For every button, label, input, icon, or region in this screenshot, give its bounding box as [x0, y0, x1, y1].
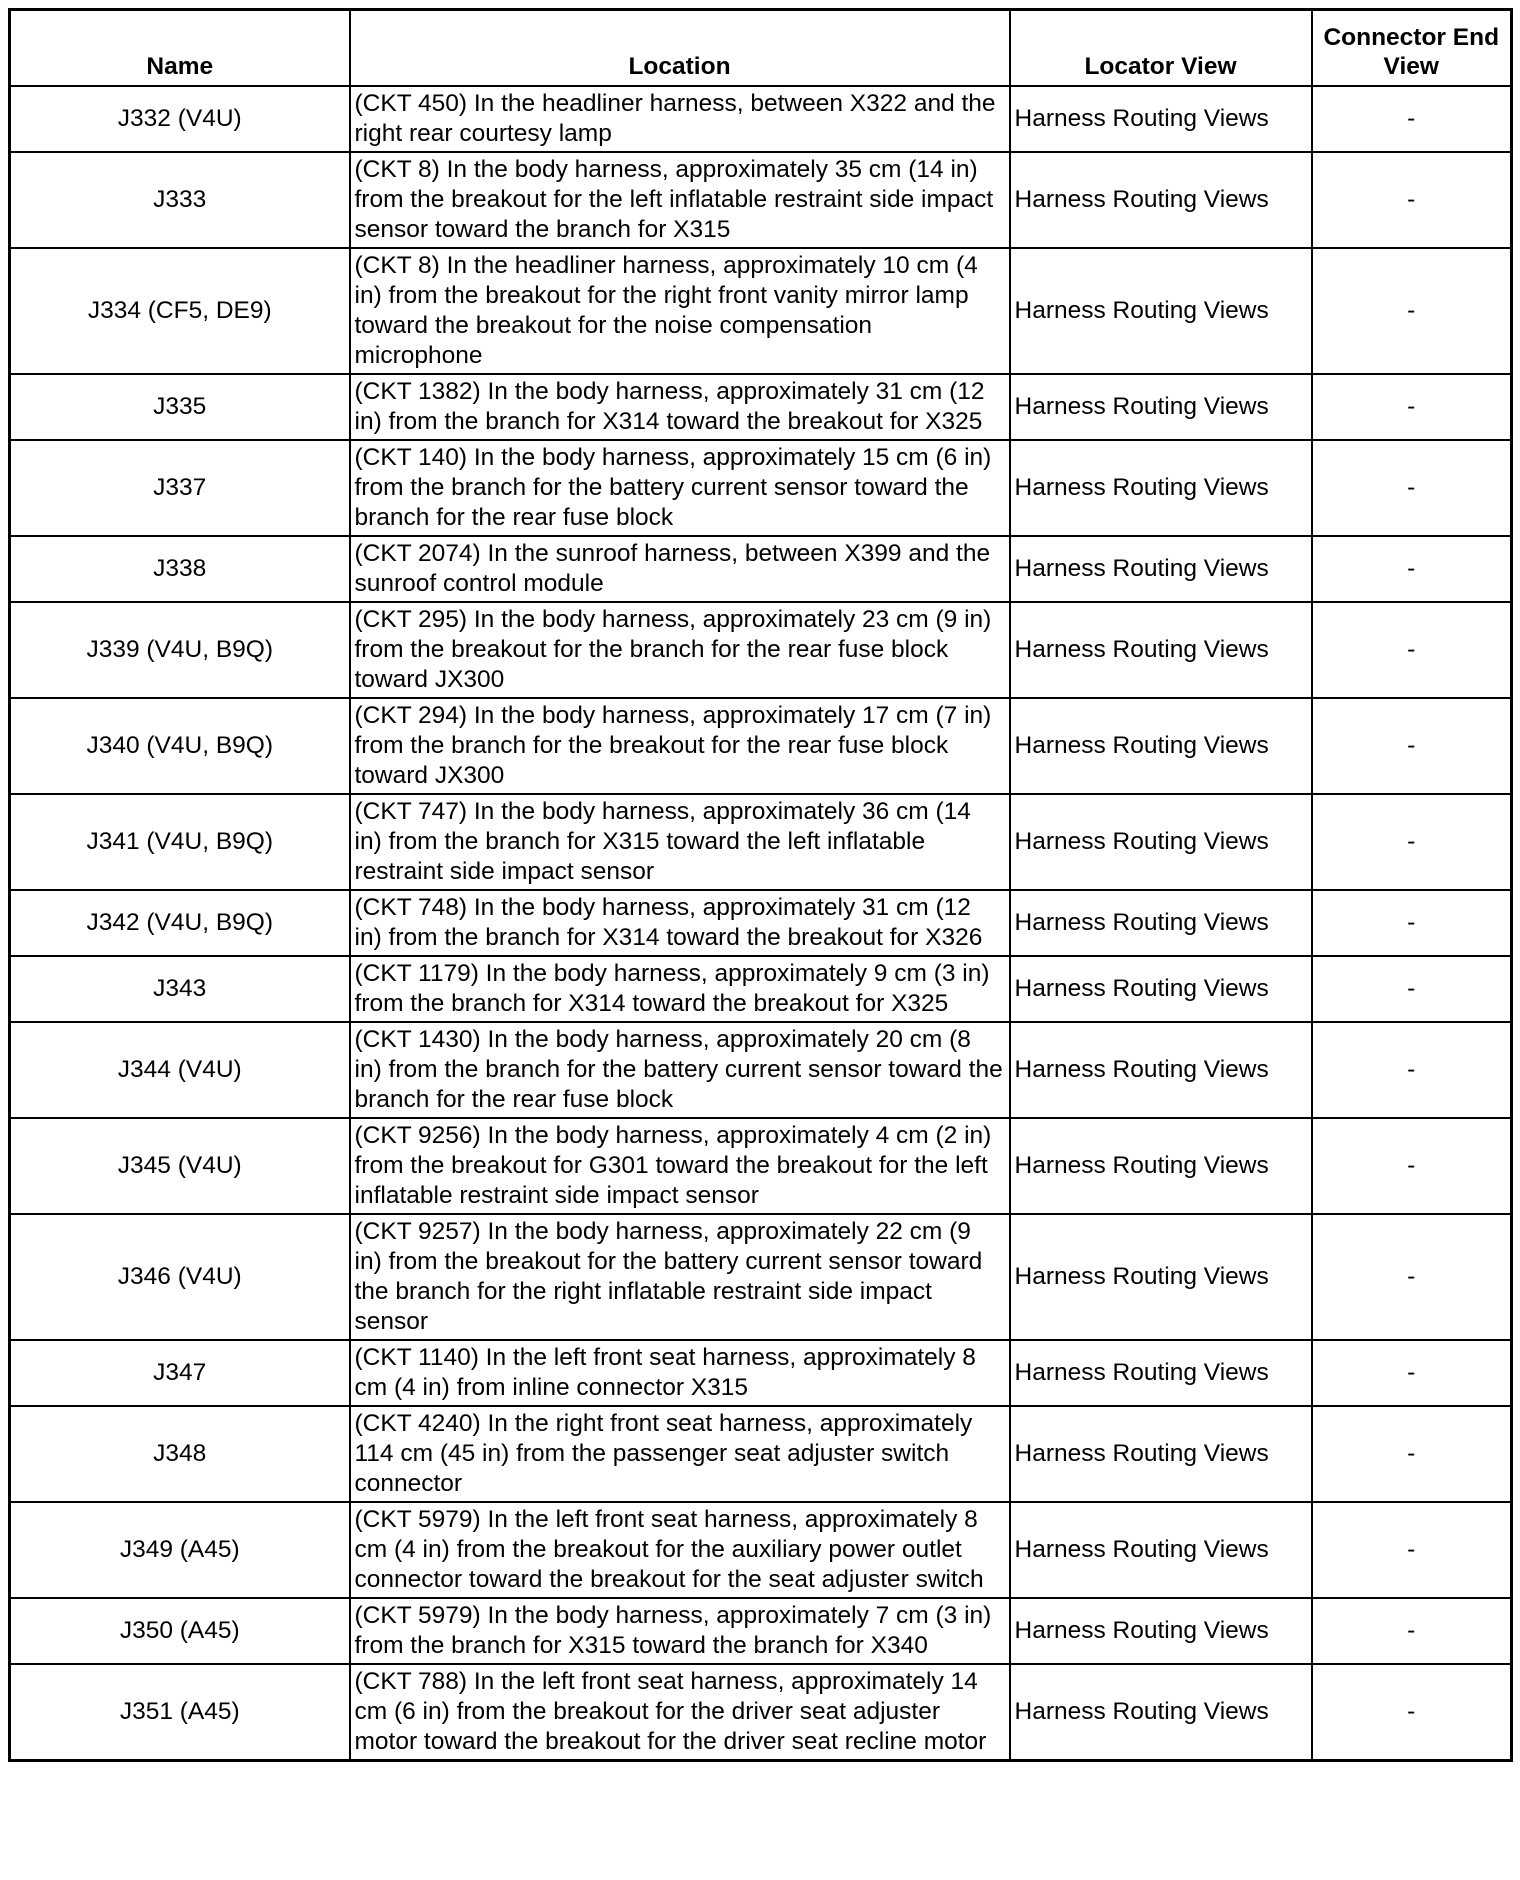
cell-location: (CKT 9256) In the body harness, approximately 4 cm (2 in) from the breakout for G301 toward the breakout for the left inflatable restraint side impact sensor: [350, 1118, 1010, 1214]
cell-connector-end-view: -: [1312, 602, 1512, 698]
cell-location: (CKT 450) In the headliner harness, between X322 and the right rear courtesy lamp: [350, 86, 1010, 152]
cell-location: (CKT 788) In the left front seat harness, approximately 14 cm (6 in) from the breakout for the driver seat adjuster motor toward the breakout for the driver seat recline motor: [350, 1664, 1010, 1761]
table-row: [10, 1214, 1512, 1340]
cell-name: J351 (A45): [10, 1664, 350, 1761]
cell-connector-end-view: -: [1312, 248, 1512, 374]
cell-name: J350 (A45): [10, 1598, 350, 1664]
cell-name: J341 (V4U, B9Q): [10, 794, 350, 890]
column-header-locator-view: Locator View: [1010, 10, 1312, 87]
cell-locator-view: Harness Routing Views: [1010, 1406, 1312, 1502]
column-header-location: Location: [350, 10, 1010, 87]
cell-locator-view: Harness Routing Views: [1010, 890, 1312, 956]
cell-name: J345 (V4U): [10, 1118, 350, 1214]
cell-location: (CKT 748) In the body harness, approximately 31 cm (12 in) from the branch for X314 toward the breakout for X326: [350, 890, 1010, 956]
cell-connector-end-view: -: [1312, 440, 1512, 536]
table-row: [10, 890, 1512, 956]
table-row: [10, 1406, 1512, 1502]
cell-locator-view: Harness Routing Views: [1010, 1502, 1312, 1598]
cell-locator-view: Harness Routing Views: [1010, 1598, 1312, 1664]
cell-location: (CKT 1430) In the body harness, approximately 20 cm (8 in) from the branch for the battery current sensor toward the branch for the rear fuse block: [350, 1022, 1010, 1118]
cell-connector-end-view: -: [1312, 1022, 1512, 1118]
column-header-name: Name: [10, 10, 350, 87]
cell-name: J335: [10, 374, 350, 440]
table-row: [10, 1502, 1512, 1598]
cell-name: J349 (A45): [10, 1502, 350, 1598]
cell-connector-end-view: -: [1312, 152, 1512, 248]
cell-locator-view: Harness Routing Views: [1010, 1664, 1312, 1761]
splice-location-table: [8, 8, 1513, 1762]
cell-locator-view: Harness Routing Views: [1010, 794, 1312, 890]
cell-connector-end-view: -: [1312, 1214, 1512, 1340]
document-page: [8, 8, 1510, 1762]
cell-connector-end-view: -: [1312, 536, 1512, 602]
cell-connector-end-view: -: [1312, 374, 1512, 440]
cell-location: (CKT 140) In the body harness, approximately 15 cm (6 in) from the branch for the battery current sensor toward the branch for the rear fuse block: [350, 440, 1010, 536]
cell-locator-view: Harness Routing Views: [1010, 86, 1312, 152]
cell-connector-end-view: -: [1312, 1502, 1512, 1598]
cell-locator-view: Harness Routing Views: [1010, 248, 1312, 374]
cell-connector-end-view: -: [1312, 1664, 1512, 1761]
table-row: [10, 1664, 1512, 1761]
cell-location: (CKT 1179) In the body harness, approximately 9 cm (3 in) from the branch for X314 toward the breakout for X325: [350, 956, 1010, 1022]
cell-locator-view: Harness Routing Views: [1010, 1214, 1312, 1340]
cell-connector-end-view: -: [1312, 1118, 1512, 1214]
cell-location: (CKT 2074) In the sunroof harness, between X399 and the sunroof control module: [350, 536, 1010, 602]
cell-location: (CKT 1382) In the body harness, approximately 31 cm (12 in) from the branch for X314 toward the breakout for X325: [350, 374, 1010, 440]
cell-connector-end-view: -: [1312, 890, 1512, 956]
cell-name: J334 (CF5, DE9): [10, 248, 350, 374]
table-row: [10, 536, 1512, 602]
cell-name: J333: [10, 152, 350, 248]
table-row: [10, 374, 1512, 440]
table-row: [10, 248, 1512, 374]
header-row: [10, 10, 1512, 87]
table-row: [10, 1340, 1512, 1406]
cell-name: J342 (V4U, B9Q): [10, 890, 350, 956]
cell-connector-end-view: -: [1312, 86, 1512, 152]
cell-name: J339 (V4U, B9Q): [10, 602, 350, 698]
cell-location: (CKT 4240) In the right front seat harness, approximately 114 cm (45 in) from the passenger seat adjuster switch connector: [350, 1406, 1010, 1502]
cell-locator-view: Harness Routing Views: [1010, 1340, 1312, 1406]
cell-location: (CKT 747) In the body harness, approximately 36 cm (14 in) from the branch for X315 toward the left inflatable restraint side impact sensor: [350, 794, 1010, 890]
cell-location: (CKT 5979) In the left front seat harness, approximately 8 cm (4 in) from the breakout for the auxiliary power outlet connector toward the breakout for the seat adjuster switch: [350, 1502, 1010, 1598]
cell-location: (CKT 5979) In the body harness, approximately 7 cm (3 in) from the branch for X315 toward the branch for X340: [350, 1598, 1010, 1664]
table-row: [10, 86, 1512, 152]
table-row: [10, 1022, 1512, 1118]
table-row: [10, 440, 1512, 536]
cell-name: J344 (V4U): [10, 1022, 350, 1118]
cell-location: (CKT 8) In the body harness, approximately 35 cm (14 in) from the breakout for the left inflatable restraint side impact sensor toward the branch for X315: [350, 152, 1010, 248]
table-row: [10, 794, 1512, 890]
cell-locator-view: Harness Routing Views: [1010, 536, 1312, 602]
cell-name: J332 (V4U): [10, 86, 350, 152]
cell-locator-view: Harness Routing Views: [1010, 440, 1312, 536]
cell-connector-end-view: -: [1312, 698, 1512, 794]
cell-connector-end-view: -: [1312, 1340, 1512, 1406]
cell-name: J343: [10, 956, 350, 1022]
cell-locator-view: Harness Routing Views: [1010, 152, 1312, 248]
cell-locator-view: Harness Routing Views: [1010, 374, 1312, 440]
cell-location: (CKT 9257) In the body harness, approximately 22 cm (9 in) from the breakout for the battery current sensor toward the branch for the right inflatable restraint side impact sensor: [350, 1214, 1010, 1340]
cell-connector-end-view: -: [1312, 1406, 1512, 1502]
cell-locator-view: Harness Routing Views: [1010, 1118, 1312, 1214]
cell-name: J347: [10, 1340, 350, 1406]
cell-name: J340 (V4U, B9Q): [10, 698, 350, 794]
table-row: [10, 152, 1512, 248]
table-body: [10, 86, 1512, 1761]
cell-location: (CKT 1140) In the left front seat harness, approximately 8 cm (4 in) from inline connector X315: [350, 1340, 1010, 1406]
cell-connector-end-view: -: [1312, 956, 1512, 1022]
table-row: [10, 1598, 1512, 1664]
cell-name: J346 (V4U): [10, 1214, 350, 1340]
cell-name: J348: [10, 1406, 350, 1502]
table-row: [10, 698, 1512, 794]
cell-locator-view: Harness Routing Views: [1010, 602, 1312, 698]
column-header-connector-end-view: Connector End View: [1312, 10, 1512, 87]
table-row: [10, 956, 1512, 1022]
table-row: [10, 1118, 1512, 1214]
table-row: [10, 602, 1512, 698]
cell-location: (CKT 8) In the headliner harness, approximately 10 cm (4 in) from the breakout for the right front vanity mirror lamp toward the breakout for the noise compensation microphone: [350, 248, 1010, 374]
cell-locator-view: Harness Routing Views: [1010, 956, 1312, 1022]
cell-locator-view: Harness Routing Views: [1010, 1022, 1312, 1118]
table-header: [10, 10, 1512, 87]
cell-location: (CKT 295) In the body harness, approximately 23 cm (9 in) from the breakout for the branch for the rear fuse block toward JX300: [350, 602, 1010, 698]
cell-locator-view: Harness Routing Views: [1010, 698, 1312, 794]
cell-connector-end-view: -: [1312, 794, 1512, 890]
cell-name: J338: [10, 536, 350, 602]
cell-location: (CKT 294) In the body harness, approximately 17 cm (7 in) from the branch for the breakout for the rear fuse block toward JX300: [350, 698, 1010, 794]
cell-name: J337: [10, 440, 350, 536]
cell-connector-end-view: -: [1312, 1598, 1512, 1664]
